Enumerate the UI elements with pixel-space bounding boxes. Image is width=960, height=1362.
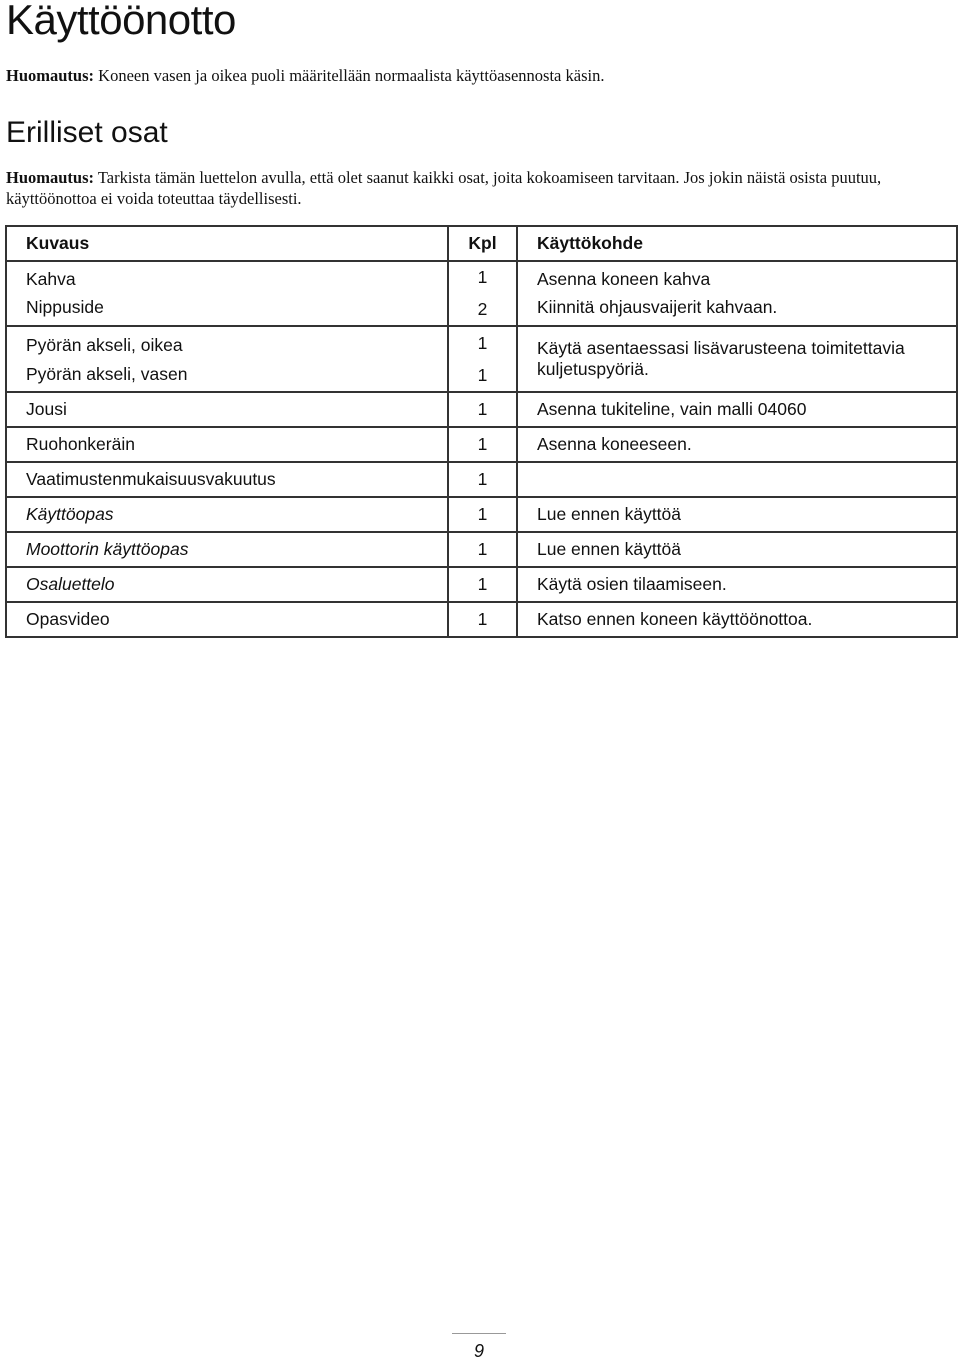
cell-description: Moottorin käyttöopas <box>6 532 448 567</box>
note-left-right <box>6 66 604 86</box>
section-title: Erilliset osat <box>6 116 168 149</box>
cell-description: Opasvideo <box>6 602 448 637</box>
usage-line: kuljetuspyöriä. <box>537 359 649 379</box>
cell-quantity: 1 <box>448 261 517 293</box>
cell-description: Ruohonkeräin <box>6 427 448 462</box>
cell-usage: Asenna tukiteline, vain malli 04060 <box>517 392 957 427</box>
cell-usage <box>517 462 957 497</box>
cell-description: Vaatimustenmukaisuusvakuutus <box>6 462 448 497</box>
cell-description: Käyttöopas <box>6 497 448 532</box>
cell-description: Pyörän akseli, vasen <box>6 360 448 392</box>
table-row <box>6 497 957 532</box>
cell-quantity: 1 <box>448 567 517 602</box>
cell-quantity: 1 <box>448 360 517 392</box>
table-row <box>6 392 957 427</box>
cell-quantity: 1 <box>448 497 517 532</box>
table-row <box>6 326 957 360</box>
usage-line: Käytä asentaessasi lisävarusteena toimitettavia <box>537 338 905 358</box>
table-row <box>6 261 957 293</box>
cell-usage: Lue ennen käyttöä <box>517 497 957 532</box>
parts-table <box>5 225 958 638</box>
note-parts-check <box>6 167 951 209</box>
cell-quantity: 1 <box>448 326 517 360</box>
table-header-row <box>6 226 957 261</box>
header-quantity: Kpl <box>448 226 517 261</box>
cell-usage: Käytä osien tilaamiseen. <box>517 567 957 602</box>
cell-description: Kahva <box>6 261 448 293</box>
cell-usage <box>517 326 957 392</box>
page-title: Käyttöönotto <box>6 0 236 43</box>
table-row <box>6 462 957 497</box>
cell-usage: Asenna koneeseen. <box>517 427 957 462</box>
note-text: Tarkista tämän luettelon avulla, että olet saanut kaikki osat, joita kokoamiseen tarvitaan. Jos jokin näistä osista puutuu, käyttöönottoa ei voida toteuttaa täydellisesti. <box>6 168 882 208</box>
cell-quantity: 1 <box>448 532 517 567</box>
cell-description: Jousi <box>6 392 448 427</box>
table-row <box>6 532 957 567</box>
cell-usage: Lue ennen käyttöä <box>517 532 957 567</box>
page-number: 9 <box>473 1341 484 1361</box>
table-row <box>6 427 957 462</box>
header-usage: Käyttökohde <box>517 226 957 261</box>
table-row <box>6 293 957 326</box>
cell-usage: Asenna koneen kahva <box>517 261 957 293</box>
cell-description: Osaluettelo <box>6 567 448 602</box>
note-label: Huomautus: <box>6 66 95 85</box>
table-row <box>6 567 957 602</box>
cell-usage: Katso ennen koneen käyttöönottoa. <box>517 602 957 637</box>
footer-divider <box>452 1333 506 1334</box>
note-text: Koneen vasen ja oikea puoli määritellään normaalista käyttöasennosta käsin. <box>94 66 605 85</box>
cell-quantity: 1 <box>448 462 517 497</box>
cell-usage: Kiinnitä ohjausvaijerit kahvaan. <box>517 293 957 326</box>
header-description: Kuvaus <box>6 226 448 261</box>
cell-quantity: 1 <box>448 602 517 637</box>
cell-description: Nippuside <box>6 293 448 326</box>
cell-quantity: 1 <box>448 392 517 427</box>
note-label: Huomautus: <box>6 168 95 187</box>
cell-description: Pyörän akseli, oikea <box>6 326 448 360</box>
cell-quantity: 2 <box>448 293 517 326</box>
cell-quantity: 1 <box>448 427 517 462</box>
table-row <box>6 602 957 637</box>
